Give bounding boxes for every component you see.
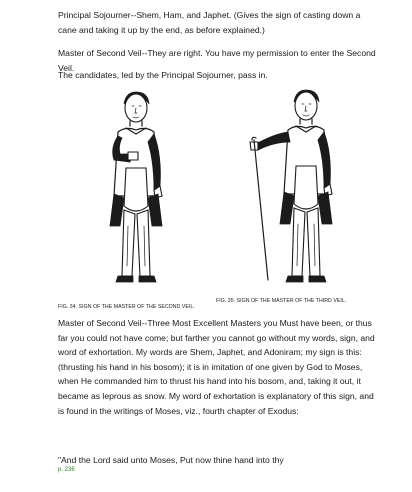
figure-34-caption: FIG. 34. SIGN OF THE MASTER OF THE SECOND VEIL.: [58, 304, 195, 310]
paragraph-master-permission: Master of Second Veil--They are right. You have my permission to enter the Second Veil.: [58, 48, 376, 73]
paragraph-master-words-sign: Master of Second Veil--Three Most Excellent Masters you Must have been, or thus far you could not have come; but farther you cannot go without my words, sign, and word of exhortation. My words are Shem, Japhet, and Adoniram; my sign is this: (thrusting his hand in his bosom); it is in imitation of one given by God to Moses, when He commanded him to thrust his hand into his bosom, and, taking it out, it became as leprous as snow. My word of exhortation is explanatory of this sign, and is found in the writings of Moses, viz., fourth chapter of Exodus:: [58, 318, 375, 416]
paragraph-candidates-pass: The candidates, led by the Principal Sojourner, pass in.: [58, 70, 268, 80]
paragraph-principal-sojourner: Principal Sojourner--Shem, Ham, and Japhet. (Gives the sign of casting down a cane and taking it up by the end, as before explained.): [58, 10, 361, 35]
figure-34-illustration: [60, 86, 210, 296]
figure-35-illustration: [208, 84, 368, 296]
page-number-link[interactable]: p. 236: [58, 467, 75, 473]
figure-35-caption: FIG. 35. SIGN OF THE MASTER OF THE THIRD VEIL.: [216, 298, 347, 304]
paragraph-exodus-quote: "And the Lord said unto Moses, Put now thine hand into thy: [58, 455, 284, 465]
